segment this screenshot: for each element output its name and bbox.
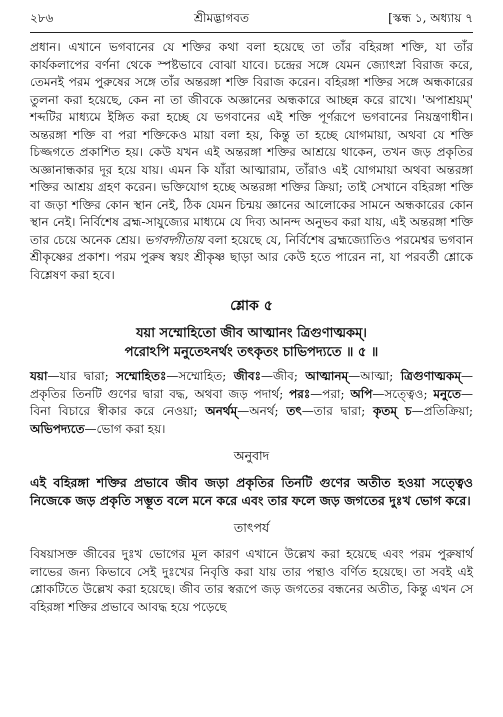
synonym-entry	[305, 369, 400, 383]
purport-title: তাৎপর্য	[233, 520, 270, 535]
synonym-entry	[116, 369, 234, 383]
synonym-word: মনুতে	[433, 386, 462, 401]
synonym-meaning: —পরা;	[310, 386, 351, 401]
verse-title: শ্লোক ৫	[230, 298, 273, 314]
intro-text-1: প্রধান। এখানে ভগবানের যে শক্তির কথা বলা হয়েছে তা তাঁর বহিরঙ্গা শক্তি, যা তাঁর কার্যকলাপের বর্ণনা থেকে স্পষ্টভাবে বোঝা যাবে। চন্দ্রের সঙ্গে যেমন জ্যোৎস্না বিরাজ করে, তেমনই পরম পুরুষের সঙ্গে তাঁর অন্তরঙ্গা শক্তি বিরাজ করেন। বহিরঙ্গা শক্তির সঙ্গে অন্ধকারের তুলনা করা হয়েছে, কেন না তা জীবকে অজ্ঞানের অন্ধকারে আচ্ছন্ন করে রাখে। 'অপাশ্রয়ম্' শব্দটির মাধ্যমে ইঙ্গিত করা হচ্ছে যে ভগবানের এই শক্তি পূর্ণরূপে ভগবানের নিয়ন্ত্রণাধীন। অন্তরঙ্গা শক্তি বা পরা শক্তিকেও মায়া বলা হয়, কিন্তু তা হচ্ছে যোগমায়া, অথবা যে শক্তি চিজ্জগতে প্রকাশিত হয়। কেউ যখন এই অন্তরঙ্গা শক্তির আশ্রয়ে থাকেন, তখন জড় প্রকৃতির অজ্ঞানান্ধকার দূর হয়ে যায়। এমন কি যাঁরা আত্মারাম, তাঁরাও এই যোগমায়া অথবা অন্তরঙ্গা শক্তির আশ্রয় গ্রহণ করেন। ভক্তিযোগ হচ্ছে অন্তরঙ্গা শক্তির ক্রিয়া; তাই সেখানে বহিরঙ্গা শক্তি বা জড়া শক্তির কোন স্থান নেই, ঠিক যেমন চিন্ময় জ্ঞানের আলোকের সামনে অন্ধকারের কোন স্থান নেই। নির্বিশেষ ব্রহ্ম-সাযুজ্যের মাধ্যমে যে দিব্য আনন্দ অনুভব করা যায়, এই অন্তরঙ্গা শক্তি তার চেয়ে অনেক শ্রেয়।	[30, 40, 473, 247]
verse-line-2: পরোঽপি মনুতেঽনর্থং তৎকৃতং চাভিপদ্যতে ॥ ৫ ॥	[124, 345, 379, 360]
synonym-meaning: —জীব;	[261, 369, 306, 383]
synonym-word: জীবঃ	[233, 369, 261, 383]
synonyms	[30, 368, 473, 438]
synonym-entry	[234, 369, 306, 383]
intro-paragraph	[30, 39, 473, 284]
translation-text: এই বহিরঙ্গা শক্তির প্রভাবে জীব জড়া প্রকৃতির তিনটি গুণের অতীত হওয়া সত্ত্বেও নিজেকে জড় প্রকৃতি সম্ভূত বলে মনে করে এবং তার ফলে জড় জগতের দুঃখ ভোগ করে।	[30, 475, 473, 508]
synonym-entry	[30, 369, 116, 383]
synonym-meaning: —ভোগ করা হয়।	[84, 421, 166, 436]
page-number: ২৮৬	[30, 11, 54, 25]
synonym-word: যয়া	[30, 369, 48, 383]
synonym-word: অপি	[350, 386, 373, 401]
book-title: শ্রীমদ্ভাগবত	[193, 11, 249, 25]
synonym-meaning: —প্রকৃতির তিনটি গুণের দ্বারা বদ্ধ, অথবা জড় পদার্থ;	[30, 369, 473, 401]
synonym-meaning: —আত্মা;	[348, 369, 401, 383]
running-header	[30, 10, 473, 32]
chapter-reference: [স্কন্ধ ১, অধ্যায় ৭	[388, 11, 473, 25]
intro-text-2: বলা হয়েছে যে, নির্বিশেষ ব্রহ্মজ্যোতিও পরমেশ্বর ভগবান শ্রীকৃষ্ণের প্রকাশ। পরম পুরুষ স্বয়ং শ্রীকৃষ্ণ ছাড়া আর কেউ হতে পারেন না, যা পরবর্তী শ্লোকে বিশ্লেষণ করা হবে।	[30, 232, 473, 282]
synonym-word: ত্রিগুণাত্মকম্	[400, 369, 461, 383]
purport-text: বিষয়াসক্ত জীবের দুঃখ ভোগের মূল কারণ এখানে উল্লেখ করা হয়েছে এবং পরম পুরুষার্থ লাভের জন্য কিভাবে সেই দুঃখের নিবৃত্তি করা যায় তার পন্থাও বর্ণিত হয়েছে। তা সবই এই শ্লোকটিতে উল্লেখ করা হয়েছে। জীব তার স্বরূপে জড় জগতের বন্ধনের অতীত, কিন্তু এখন সে বহিরঙ্গা শক্তির প্রভাবে আবদ্ধ হয়ে পড়েছে	[30, 547, 473, 614]
translation-title: অনুবাদ	[233, 448, 270, 463]
synonym-meaning: —তার দ্বারা;	[301, 404, 373, 418]
synonym-word: অনর্থম্	[205, 404, 238, 418]
synonym-entry	[373, 404, 473, 418]
synonym-word: আত্মানম্	[305, 369, 349, 383]
synonym-word: পরঃ	[289, 386, 311, 401]
synonym-meaning: —যার দ্বারা;	[47, 369, 117, 383]
verse-line-1: যয়া সম্মোহিতো জীব আত্মানং ত্রিগুণাত্মকম্।	[136, 326, 367, 341]
synonym-entry	[205, 404, 286, 418]
synonym-entry	[289, 387, 350, 401]
synonym-meaning: —সম্মোহিত;	[166, 369, 234, 383]
synonym-word: তৎ	[286, 404, 302, 418]
synonym-meaning: —প্রতিক্রিয়া;	[411, 404, 474, 418]
synonym-entry	[286, 404, 373, 418]
synonym-word: অভিপদ্যতে	[30, 421, 85, 436]
intro-italic: ভগবদ্গীতায়	[144, 232, 204, 247]
synonym-entry	[350, 387, 433, 401]
header-rule	[30, 32, 473, 33]
synonym-word: সম্মোহিতঃ	[116, 369, 167, 383]
synonym-meaning: —সত্ত্বেও;	[372, 386, 434, 401]
synonym-meaning: —অনর্থ;	[237, 404, 287, 418]
synonym-word: কৃতম্ চ	[372, 404, 412, 418]
synonym-entry	[30, 422, 165, 436]
synonym-meaning: —বিনা বিচারে স্বীকার করে নেওয়া;	[30, 386, 474, 418]
